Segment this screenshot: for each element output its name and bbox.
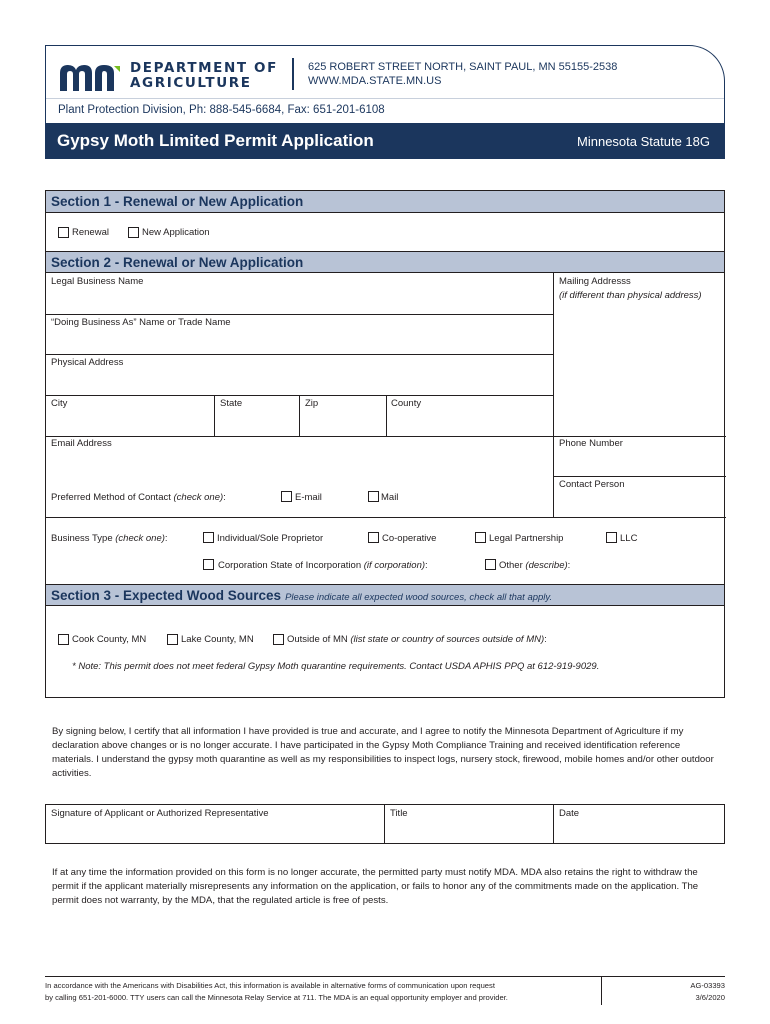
- form-code: AG-03393: [690, 981, 725, 990]
- ada-statement: [45, 980, 565, 1004]
- footer: [45, 976, 725, 1006]
- lake-county-label: Lake County, MN: [181, 634, 254, 645]
- sole-proprietor-label: Individual/Sole Proprietor: [217, 533, 324, 544]
- cell-divider: [214, 395, 215, 436]
- renewal-label: Renewal: [72, 227, 109, 238]
- mailing-address-note-text: (if different than physical address): [559, 290, 702, 301]
- federal-quarantine-note-text: * Note: This permit does not meet federal Gypsy Moth quarantine requirements. Contact USDA APHIS PPQ at 612-919-9029.: [72, 661, 600, 672]
- application-form: [45, 190, 725, 698]
- form-identifier: [690, 980, 725, 1004]
- llc-checkbox[interactable]: [606, 532, 617, 543]
- colon: :: [567, 560, 571, 571]
- cook-county-checkbox[interactable]: [58, 634, 69, 645]
- outside-mn-label: [287, 634, 547, 645]
- mn-logo-icon: [58, 61, 122, 91]
- corporation-checkbox[interactable]: [203, 559, 214, 570]
- mailing-address-field[interactable]: Mailing Addresss: [559, 276, 631, 287]
- form-title: Gypsy Moth Limited Permit Application: [57, 131, 374, 150]
- cook-county-label: Cook County, MN: [72, 634, 147, 645]
- footer-divider: [601, 977, 602, 1005]
- preferred-contact-label: [51, 492, 226, 503]
- phone-number-field[interactable]: Phone Number: [559, 438, 623, 449]
- form-date: 3/6/2020: [695, 993, 725, 1002]
- outside-mn-text: Outside of MN: [287, 634, 351, 645]
- contact-person-field[interactable]: Contact Person: [559, 479, 625, 490]
- dba-name-field[interactable]: “Doing Business As” Name or Trade Name: [51, 317, 231, 328]
- mda-logo: [58, 56, 278, 96]
- signature-block: [45, 804, 725, 844]
- legal-business-name-field[interactable]: Legal Business Name: [51, 276, 144, 287]
- check-one-note: (check one): [115, 533, 165, 544]
- agency-address: [308, 60, 617, 88]
- division-contact: Plant Protection Division, Ph: 888-545-6684, Fax: 651-201-6108: [58, 104, 385, 116]
- preferred-contact-text: Preferred Method of Contact: [51, 492, 174, 503]
- row-divider: [46, 436, 726, 437]
- corporation-label: [218, 560, 428, 571]
- certification-statement: By signing below, I certify that all information I have provided is true and accurate, and I agree to notify the Minnesota Department of Agriculture if my declaration above changes or is no longer accurate. I have participated in the Gypsy Moth Compliance Training and received identification reference materials. I understand the gypsy moth quarantine as well as my responsibilities to inspect logs, nursery stock, firewood, mobile homes and/or other outdoor activities.: [52, 726, 714, 779]
- row-divider: [46, 314, 553, 315]
- new-application-label: New Application: [142, 227, 210, 238]
- other-text: Other: [499, 560, 526, 571]
- statute-label: Minnesota Statute 18G: [577, 134, 710, 149]
- signature-divider: [553, 805, 554, 843]
- mailing-address-note: [559, 290, 702, 301]
- row-divider: [553, 476, 726, 477]
- city-field[interactable]: City: [51, 398, 68, 409]
- federal-quarantine-note: [72, 661, 599, 672]
- section2-column-divider: [553, 273, 554, 518]
- email-contact-checkbox[interactable]: [281, 491, 292, 502]
- header-card: [45, 45, 725, 159]
- title-bar: [46, 123, 724, 159]
- ada-line1: In accordance with the Americans with Disabilities Act, this information is available in alternative forms of communication upon request: [45, 981, 495, 990]
- colon: :: [425, 560, 428, 571]
- corporation-note: (if corporation): [363, 560, 426, 571]
- co-operative-label: Co-operative: [382, 533, 437, 544]
- section2-header: [46, 251, 724, 273]
- section3-title: [51, 588, 552, 603]
- email-contact-label: E-mail: [295, 492, 322, 503]
- cell-divider: [299, 395, 300, 436]
- colon: :: [223, 492, 226, 503]
- check-one-note: (check one): [173, 492, 224, 503]
- division-bar: [46, 98, 724, 123]
- legal-partnership-label: Legal Partnership: [489, 533, 564, 544]
- new-application-checkbox[interactable]: [128, 227, 139, 238]
- other-note: (describe): [525, 560, 568, 571]
- mail-contact-label: Mail: [381, 492, 399, 503]
- outside-mn-note: (list state or country of sources outside of MN): [350, 634, 545, 645]
- section1-title: Section 1 - Renewal or New Application: [51, 194, 304, 209]
- legal-partnership-checkbox[interactable]: [475, 532, 486, 543]
- business-type-text: Business Type: [51, 533, 116, 544]
- sole-proprietor-checkbox[interactable]: [203, 532, 214, 543]
- section1-header: [46, 191, 724, 213]
- website-link[interactable]: WWW.MDA.STATE.MN.US: [308, 75, 442, 87]
- permit-notice: If at any time the information provided on this form is no longer accurate, the permitted party must notify MDA. MDA also retains the right to withdraw the permit if the applicant materially misrepresents any information on the application, or fails to honor any of the commitments made on the application. The permit does not warranty, by the MDA, that the regulated article is free of pests.: [52, 867, 699, 906]
- outside-mn-checkbox[interactable]: [273, 634, 284, 645]
- ada-line2: by calling 651-201-6000. TTY users can call the Minnesota Relay Service at 711. The MDA is an equal opportunity employer and provider.: [45, 993, 508, 1002]
- logo-divider: [292, 58, 294, 90]
- row-divider: [46, 517, 726, 518]
- address-line1: 625 ROBERT STREET NORTH, SAINT PAUL, MN 55155-2538: [308, 61, 618, 73]
- colon: :: [544, 634, 547, 645]
- llc-label: LLC: [620, 533, 638, 544]
- agency-line1: DEPARTMENT OF: [130, 60, 278, 76]
- other-type-checkbox[interactable]: [485, 559, 496, 570]
- section3-title-text: Section 3 - Expected Wood Sources: [51, 588, 282, 603]
- renewal-checkbox[interactable]: [58, 227, 69, 238]
- date-field[interactable]: Date: [559, 808, 580, 819]
- row-divider: [46, 354, 553, 355]
- zip-field[interactable]: Zip: [305, 398, 319, 409]
- mail-contact-checkbox[interactable]: [368, 491, 379, 502]
- other-type-label: [499, 560, 570, 571]
- cell-divider: [386, 395, 387, 436]
- business-type-label: [51, 533, 168, 544]
- colon: :: [164, 533, 168, 544]
- physical-address-field[interactable]: Physical Address: [51, 357, 124, 368]
- county-field[interactable]: County: [391, 398, 422, 409]
- section3-note: Please indicate all expected wood sources, check all that apply.: [285, 592, 553, 603]
- section3-header: [46, 584, 724, 606]
- agency-name: [130, 61, 278, 91]
- title-field[interactable]: Title: [390, 808, 408, 819]
- lake-county-checkbox[interactable]: [167, 634, 178, 645]
- section2-title: Section 2 - Renewal or New Application: [51, 255, 304, 270]
- state-field[interactable]: State: [220, 398, 243, 409]
- corporation-text: Corporation State of Incorporation: [218, 560, 364, 571]
- co-operative-checkbox[interactable]: [368, 532, 379, 543]
- signature-divider: [384, 805, 385, 843]
- signature-field[interactable]: Signature of Applicant or Authorized Representative: [51, 808, 269, 819]
- agency-line2: AGRICULTURE: [130, 75, 252, 91]
- email-address-field[interactable]: Email Address: [51, 438, 112, 449]
